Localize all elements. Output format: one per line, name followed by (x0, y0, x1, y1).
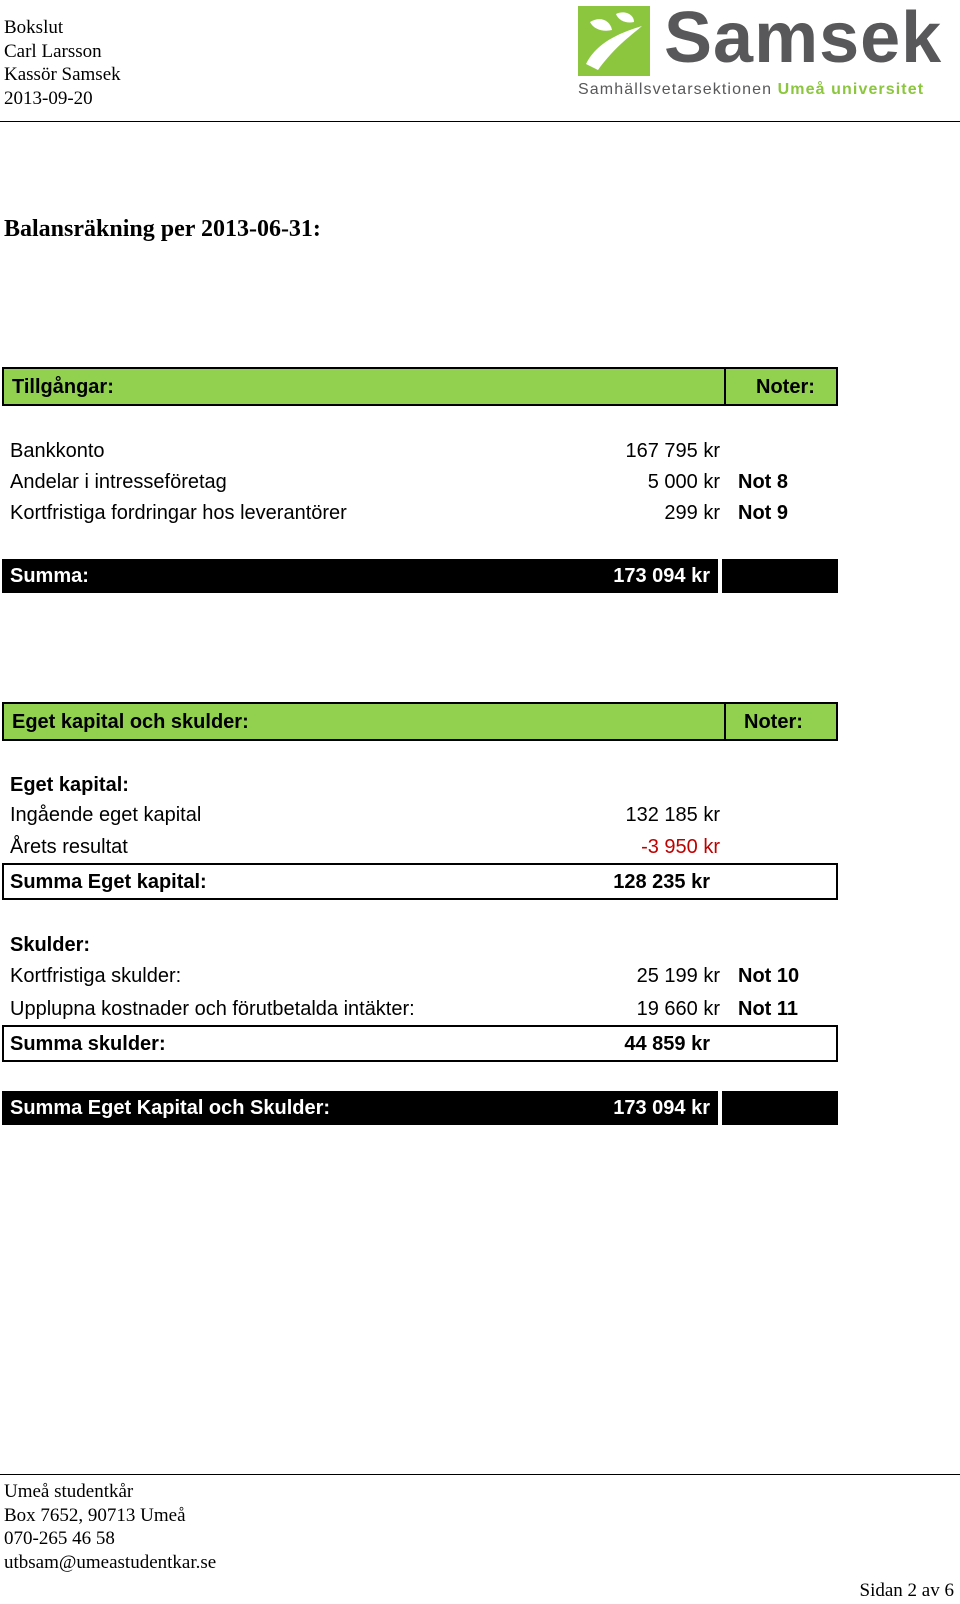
grand-total-label: Summa Eget Kapital och Skulder: (10, 1097, 331, 1119)
header-line-4: 2013-09-20 (4, 87, 93, 109)
liability-note: Not 10 (738, 965, 800, 987)
asset-amount: 167 795 kr (625, 440, 720, 462)
asset-note: Not 9 (738, 502, 788, 524)
footer-rule (0, 1474, 960, 1475)
liability-label: Upplupna kostnader och förutbetalda intäkter: (10, 998, 415, 1020)
equity-total-label: Summa Eget kapital: (10, 871, 207, 893)
logo-leaf-icon (576, 4, 656, 80)
footer-email: utbsam@umeastudentkar.se (4, 1551, 217, 1573)
asset-amount: 5 000 kr (647, 471, 720, 493)
equity-total-amount: 128 235 kr (613, 871, 710, 893)
grand-total-amount: 173 094 kr (613, 1097, 710, 1119)
notes-divider (724, 704, 726, 739)
assets-total-bar (2, 559, 838, 593)
asset-note: Not 8 (738, 471, 788, 493)
footer-line-1: Umeå studentkår (4, 1481, 134, 1502)
equity-liabilities-heading: Eget kapital och skulder: (12, 711, 249, 733)
assets-total-amount: 173 094 kr (613, 565, 710, 587)
liability-amount: 19 660 kr (636, 998, 720, 1020)
document-header (4, 16, 121, 110)
liability-note: Not 11 (738, 998, 799, 1020)
footer-line-2: Box 7652, 90713 Umeå (4, 1504, 186, 1526)
equity-label: Årets resultat (10, 836, 128, 858)
notes-divider (724, 369, 726, 404)
equity-row (10, 804, 838, 832)
asset-label: Andelar i intresseföretag (10, 471, 227, 493)
liabilities-total-amount: 44 859 kr (624, 1033, 710, 1055)
total-separator (718, 1091, 722, 1125)
header-line-3: Kassör Samsek (4, 64, 121, 85)
assets-notes-heading: Noter: (756, 376, 815, 398)
header-rule (0, 121, 960, 122)
liabilities-heading: Skulder: (10, 934, 91, 956)
equity-amount-negative: -3 950 kr (641, 836, 720, 858)
asset-label: Kortfristiga fordringar hos leverantörer (10, 502, 347, 524)
equity-total-box (2, 863, 838, 900)
assets-heading: Tillgångar: (12, 376, 114, 398)
assets-total-label: Summa: (10, 565, 89, 587)
liabilities-total-box (2, 1025, 838, 1062)
total-separator (718, 559, 722, 593)
asset-row (10, 440, 838, 468)
asset-row (10, 471, 838, 499)
logo-subtitle (578, 81, 924, 99)
asset-row (10, 502, 838, 530)
samsek-logo (576, 0, 956, 100)
logo-subtitle-university: Umeå universitet (777, 81, 925, 98)
liability-label: Kortfristiga skulder: (10, 965, 182, 987)
asset-amount: 299 kr (664, 502, 720, 524)
equity-row (10, 836, 838, 864)
assets-header-bar (2, 367, 838, 406)
page-number: Sidan 2 av 6 (859, 1580, 954, 1601)
header-line-2: Carl Larsson (4, 40, 102, 62)
equity-liabilities-notes-heading: Noter: (744, 711, 803, 733)
header-line-1: Bokslut (4, 17, 64, 38)
equity-heading: Eget kapital: (10, 774, 129, 796)
grand-total-bar (2, 1091, 838, 1125)
equity-label: Ingående eget kapital (10, 804, 202, 826)
asset-label: Bankkonto (10, 440, 105, 462)
equity-liabilities-header-bar (2, 702, 838, 741)
page-title: Balansräkning per 2013-06-31: (4, 216, 321, 242)
logo-subtitle-main: Samhällsvetarsektionen (578, 81, 773, 98)
logo-wordmark: Samsek (664, 0, 943, 78)
liability-row (10, 965, 838, 993)
liabilities-total-label: Summa skulder: (10, 1033, 166, 1055)
footer-line-3: 070-265 46 58 (4, 1528, 115, 1549)
liability-row (10, 998, 838, 1026)
equity-amount: 132 185 kr (625, 804, 720, 826)
document-footer (4, 1480, 216, 1574)
liability-amount: 25 199 kr (636, 965, 720, 987)
